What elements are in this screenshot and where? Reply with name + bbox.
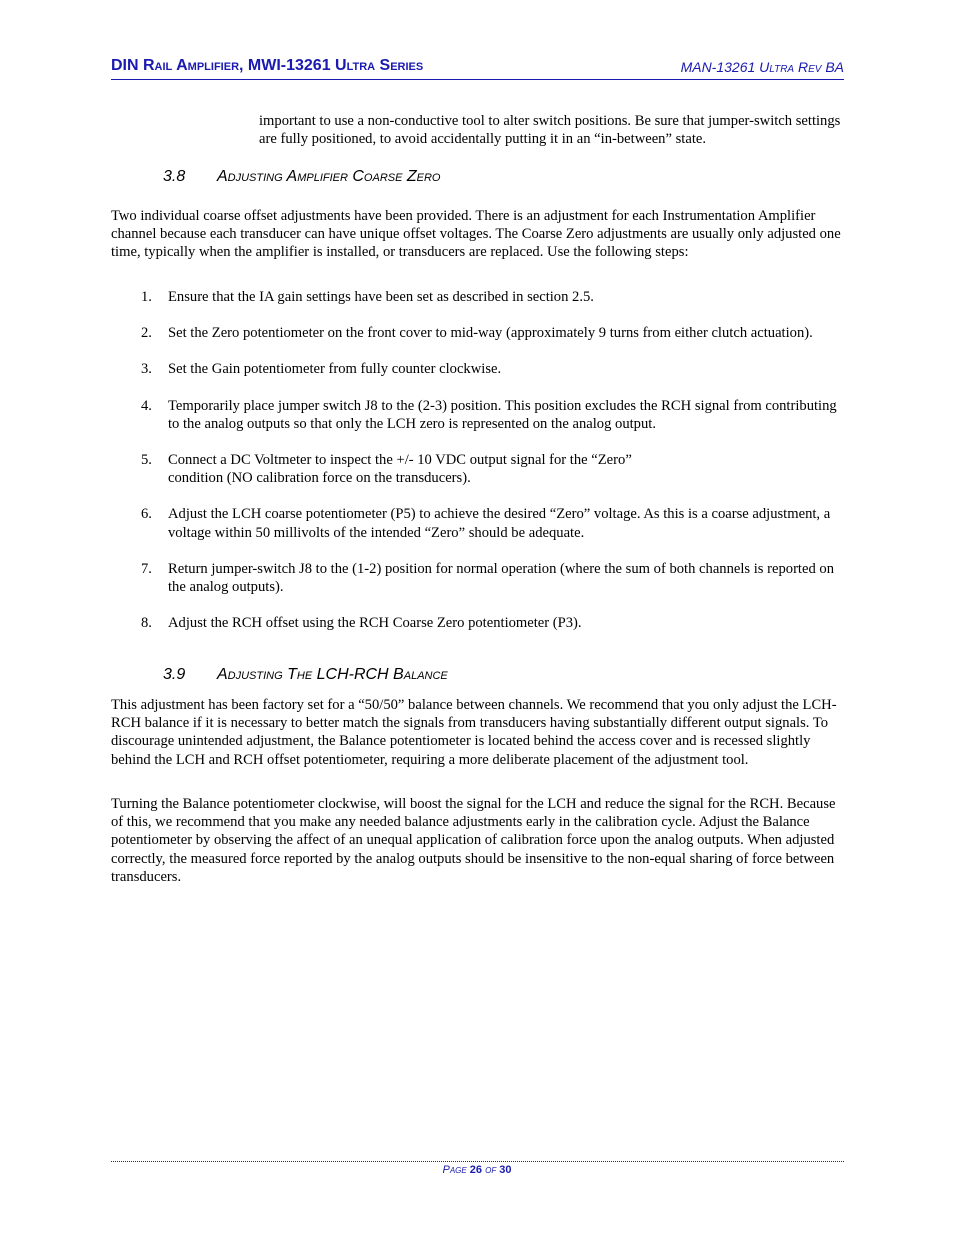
list-item: [141, 560, 844, 596]
section-number: 3.8: [163, 168, 186, 185]
section-3-9-paragraph-2: Turning the Balance potentiometer clockwise, will boost the signal for the LCH and reduce the signal for the RCH. Because of this, we recommend that you make any needed balance adjustments early in the calibration cycle. Adjust the Balance potentiometer by observing the affect of an unequal application of calibration force upon the analog outputs. When adjusted correctly, the measured force reported by the analog outputs should be insensitive to the non-equal sharing of force between transducers.: [111, 796, 836, 885]
list-item: [141, 324, 844, 342]
page-total: 30: [499, 1164, 512, 1176]
step-number: 7.: [141, 560, 152, 577]
list-item: [141, 614, 844, 632]
section-title: Adjusting The LCH-RCH Balance: [217, 666, 448, 683]
step-number: 5.: [141, 452, 152, 469]
section-number: 3.9: [163, 666, 186, 683]
step-number: 2.: [141, 325, 152, 342]
list-item: [141, 397, 844, 433]
step-text: Adjust the RCH offset using the RCH Coarse Zero potentiometer (P3).: [168, 615, 582, 632]
footer-divider: [111, 1161, 844, 1162]
list-item: [141, 288, 844, 306]
step-number: 3.: [141, 361, 152, 378]
section-3-9-paragraph-1: This adjustment has been factory set for a “50/50” balance between channels. We recommend that you only adjust the LCH-RCH balance if it is necessary to better match the signals from transducers having substantially different output signals. To discourage unintended adjustment, the Balance potentiometer is located behind the access cover and is recessed slightly behind the LCH and RCH offset potentiometer, requiring a more deliberate placement of the adjustment tool.: [111, 697, 837, 768]
step-number: 8.: [141, 615, 152, 632]
section-title: Adjusting Amplifier Coarse Zero: [217, 168, 441, 185]
steps-list: [141, 288, 844, 650]
step-text: Set the Gain potentiometer from fully counter clockwise.: [168, 361, 502, 378]
page-label: Page: [442, 1164, 467, 1176]
section-3-9-heading: [163, 666, 448, 684]
step-number: 6.: [141, 506, 152, 523]
page-footer: [0, 1164, 954, 1176]
step-text: Temporarily place jumper switch J8 to the (2-3) position. This position excludes the RCH signal from contributing to the analog outputs so that only the LCH zero is represented on the analog output.: [168, 397, 837, 432]
step-text: Set the Zero potentiometer on the front cover to mid-way (approximately 9 turns from either clutch actuation).: [168, 325, 813, 342]
step-number: 4.: [141, 397, 152, 414]
step-text: Ensure that the IA gain settings have been set as described in section 2.5.: [168, 289, 594, 305]
section-3-8-heading: [163, 168, 441, 186]
step-text: Connect a DC Voltmeter to inspect the +/- 10 VDC output signal for the “Zero” condition (NO calibration force on the transducers).: [168, 452, 632, 487]
step-text: Return jumper-switch J8 to the (1-2) position for normal operation (where the sum of both channels is reported on the analog outputs).: [168, 560, 834, 596]
header-doc-id: MAN-13261 Ultra Rev BA: [680, 59, 844, 75]
step-number: 1.: [141, 289, 152, 305]
header-title: DIN Rail Amplifier, MWI-13261 Ultra Series: [111, 57, 424, 74]
page-number: 26: [469, 1164, 483, 1176]
list-item: [141, 505, 844, 541]
continuation-paragraph: important to use a non-conductive tool to alter switch positions. Be sure that jumper-switch settings are fully positioned, to avoid accidentally putting it in an “in-between” state.: [259, 113, 841, 148]
list-item: [141, 360, 844, 378]
of-label: of: [485, 1164, 497, 1176]
section-3-8-intro: Two individual coarse offset adjustments have been provided. There is an adjustment for each Instrumentation Amplifier channel because each transducer can have unique offset voltages. The Coarse Zero adjustments are usually only adjusted one time, typically when the amplifier is installed, or transducers are replaced. Use the following steps:: [111, 208, 841, 261]
page-header: [111, 57, 844, 80]
step-text: Adjust the LCH coarse potentiometer (P5) to achieve the desired “Zero” voltage. As this is a coarse adjustment, a voltage within 50 millivolts of the intended “Zero” should be adequate.: [168, 506, 831, 541]
list-item: [141, 451, 844, 487]
